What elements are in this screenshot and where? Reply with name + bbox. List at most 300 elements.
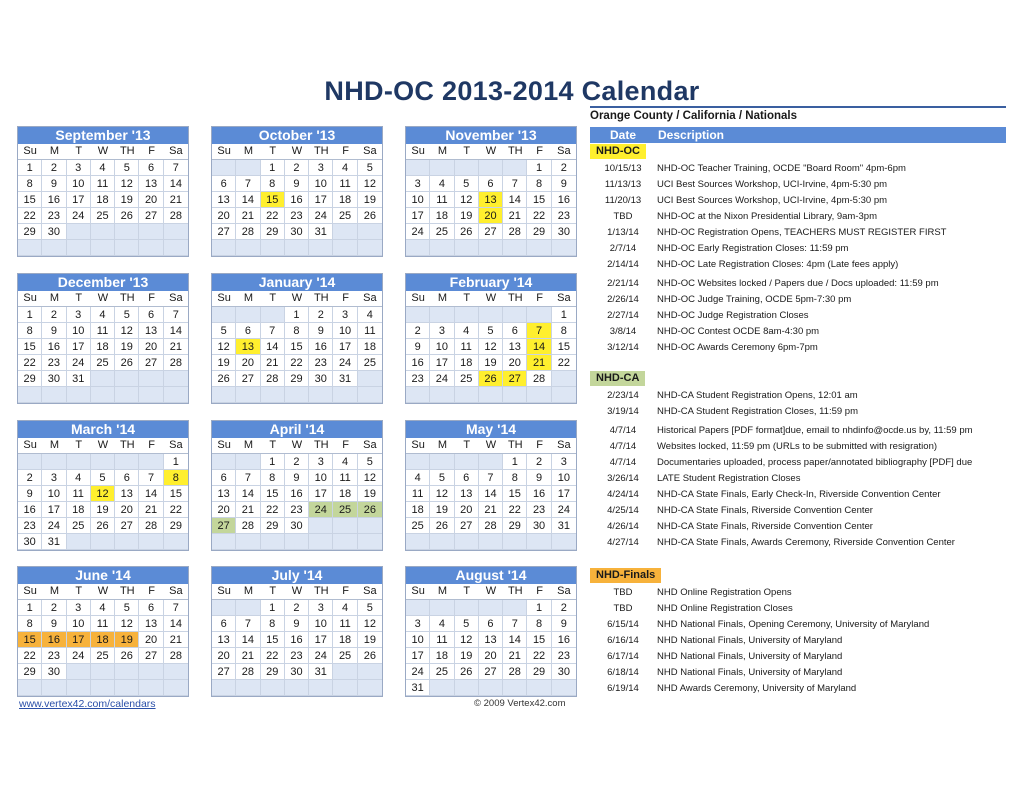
empty-day-cell	[285, 387, 309, 403]
day-cell: 28	[261, 371, 285, 387]
empty-day-cell	[358, 224, 382, 240]
day-cell: 11	[430, 192, 454, 208]
month-day-grid	[406, 291, 576, 403]
day-cell: 11	[333, 616, 357, 632]
day-cell: 30	[285, 518, 309, 534]
empty-day-cell	[67, 240, 91, 256]
day-cell: 22	[164, 502, 188, 518]
weekday-label: T	[261, 438, 285, 454]
day-cell: 10	[309, 176, 333, 192]
day-cell: 29	[285, 371, 309, 387]
day-cell: 3	[42, 470, 66, 486]
weekday-label: T	[261, 144, 285, 160]
event-date: 6/17/14	[607, 651, 639, 662]
day-cell: 3	[309, 454, 333, 470]
month-calendar	[211, 566, 383, 697]
day-cell: 1	[261, 600, 285, 616]
day-cell: 5	[212, 323, 236, 339]
day-cell: 3	[67, 160, 91, 176]
empty-day-cell	[236, 387, 260, 403]
day-cell: 12	[358, 470, 382, 486]
day-cell: 13	[503, 339, 527, 355]
day-cell: 24	[333, 355, 357, 371]
day-cell: 1	[261, 454, 285, 470]
weekday-label: Sa	[164, 584, 188, 600]
month-calendar	[211, 420, 383, 551]
empty-day-cell	[503, 534, 527, 550]
day-cell: 14	[139, 486, 163, 502]
event-description: NHD-CA State Finals, Early Check-In, Riverside Convention Center	[657, 489, 941, 500]
month-title: April '14	[212, 421, 382, 438]
day-cell: 7	[503, 176, 527, 192]
day-cell: 7	[236, 470, 260, 486]
day-cell: 15	[552, 339, 576, 355]
day-cell: 29	[527, 664, 551, 680]
event-date: 2/23/14	[607, 390, 639, 401]
empty-day-cell	[430, 600, 454, 616]
event-row	[590, 257, 1020, 272]
day-cell: 24	[67, 648, 91, 664]
empty-day-cell	[236, 160, 260, 176]
empty-day-cell	[503, 307, 527, 323]
day-cell: 23	[285, 208, 309, 224]
day-cell: 15	[261, 632, 285, 648]
empty-day-cell	[115, 680, 139, 696]
day-cell: 3	[67, 307, 91, 323]
day-cell: 4	[333, 160, 357, 176]
event-row	[590, 439, 1020, 454]
empty-day-cell	[333, 240, 357, 256]
day-cell: 5	[455, 616, 479, 632]
day-cell: 18	[358, 339, 382, 355]
empty-day-cell	[527, 534, 551, 550]
day-cell: 2	[309, 307, 333, 323]
day-cell: 3	[552, 454, 576, 470]
day-cell: 18	[91, 632, 115, 648]
day-cell: 11	[333, 470, 357, 486]
weekday-label: Su	[406, 291, 430, 307]
month-title: November '13	[406, 127, 576, 144]
day-cell: 28	[236, 518, 260, 534]
empty-day-cell	[91, 454, 115, 470]
day-cell: 8	[164, 470, 188, 486]
day-cell: 18	[430, 648, 454, 664]
day-cell: 30	[42, 224, 66, 240]
day-cell: 8	[261, 470, 285, 486]
weekday-label: Sa	[552, 438, 576, 454]
empty-day-cell	[406, 534, 430, 550]
day-cell: 24	[552, 502, 576, 518]
day-cell: 24	[42, 518, 66, 534]
weekday-label: T	[261, 291, 285, 307]
day-cell: 14	[164, 616, 188, 632]
empty-day-cell	[139, 371, 163, 387]
day-cell: 8	[18, 176, 42, 192]
day-cell: 7	[479, 470, 503, 486]
weekday-label: TH	[309, 584, 333, 600]
weekday-label: TH	[503, 144, 527, 160]
day-cell: 10	[406, 192, 430, 208]
empty-day-cell	[115, 534, 139, 550]
day-cell: 14	[236, 486, 260, 502]
day-cell: 28	[236, 224, 260, 240]
empty-day-cell	[164, 664, 188, 680]
day-cell: 29	[18, 224, 42, 240]
weekday-label: Su	[18, 438, 42, 454]
day-cell: 16	[552, 632, 576, 648]
day-cell: 22	[18, 648, 42, 664]
weekday-label: M	[236, 438, 260, 454]
day-cell: 10	[67, 616, 91, 632]
event-row	[590, 617, 1020, 632]
weekday-label: TH	[115, 291, 139, 307]
day-cell: 1	[503, 454, 527, 470]
day-cell: 26	[115, 648, 139, 664]
day-cell: 19	[430, 502, 454, 518]
weekday-label: Sa	[552, 144, 576, 160]
empty-day-cell	[212, 454, 236, 470]
weekday-label: W	[479, 144, 503, 160]
day-cell: 21	[164, 192, 188, 208]
day-cell: 13	[212, 192, 236, 208]
day-cell: 9	[285, 616, 309, 632]
event-row	[590, 241, 1020, 256]
day-cell: 7	[503, 616, 527, 632]
empty-day-cell	[164, 387, 188, 403]
event-description: LATE Student Registration Closes	[657, 473, 801, 484]
event-description: NHD Awards Ceremony, University of Maryland	[657, 683, 857, 694]
month-calendar	[405, 126, 577, 257]
month-calendar	[211, 126, 383, 257]
day-cell: 24	[309, 208, 333, 224]
day-cell: 13	[212, 632, 236, 648]
empty-day-cell	[285, 534, 309, 550]
day-cell: 16	[42, 339, 66, 355]
day-cell: 9	[527, 470, 551, 486]
day-cell: 17	[333, 339, 357, 355]
empty-day-cell	[479, 454, 503, 470]
day-cell: 26	[455, 224, 479, 240]
event-description: NHD Online Registration Opens	[657, 587, 792, 598]
event-date: 4/27/14	[607, 537, 639, 548]
empty-day-cell	[261, 307, 285, 323]
weekday-label: M	[430, 438, 454, 454]
day-cell: 29	[527, 224, 551, 240]
empty-day-cell	[503, 680, 527, 696]
day-cell: 25	[430, 664, 454, 680]
day-cell: 3	[309, 600, 333, 616]
day-cell: 11	[91, 323, 115, 339]
day-cell: 31	[333, 371, 357, 387]
day-cell: 18	[430, 208, 454, 224]
empty-day-cell	[358, 387, 382, 403]
day-cell: 12	[115, 176, 139, 192]
empty-day-cell	[552, 387, 576, 403]
empty-day-cell	[552, 534, 576, 550]
day-cell: 19	[91, 502, 115, 518]
day-cell: 26	[430, 518, 454, 534]
empty-day-cell	[479, 240, 503, 256]
weekday-label: TH	[503, 438, 527, 454]
empty-day-cell	[139, 454, 163, 470]
day-cell: 1	[164, 454, 188, 470]
day-cell: 28	[479, 518, 503, 534]
empty-day-cell	[333, 680, 357, 696]
event-date: 1/13/14	[607, 227, 639, 238]
day-cell: 4	[91, 307, 115, 323]
empty-day-cell	[261, 680, 285, 696]
empty-day-cell	[430, 160, 454, 176]
empty-day-cell	[115, 371, 139, 387]
event-date: 6/16/14	[607, 635, 639, 646]
day-cell: 19	[358, 192, 382, 208]
empty-day-cell	[455, 387, 479, 403]
month-title: July '14	[212, 567, 382, 584]
day-cell: 27	[115, 518, 139, 534]
day-cell: 7	[164, 160, 188, 176]
day-cell: 1	[527, 600, 551, 616]
day-cell: 27	[139, 208, 163, 224]
day-cell: 8	[18, 616, 42, 632]
day-cell: 18	[333, 632, 357, 648]
month-calendar	[17, 420, 189, 551]
day-cell: 28	[164, 208, 188, 224]
event-row	[590, 292, 1020, 307]
weekday-label: F	[527, 438, 551, 454]
event-row	[590, 487, 1020, 502]
weekday-label: M	[236, 584, 260, 600]
day-cell: 23	[42, 208, 66, 224]
day-cell: 15	[503, 486, 527, 502]
empty-day-cell	[430, 387, 454, 403]
weekday-label: Su	[212, 144, 236, 160]
day-cell: 24	[309, 648, 333, 664]
weekday-label: Sa	[358, 291, 382, 307]
day-cell: 31	[309, 664, 333, 680]
empty-day-cell	[18, 454, 42, 470]
event-row	[590, 404, 1020, 419]
empty-day-cell	[18, 680, 42, 696]
day-cell: 13	[139, 176, 163, 192]
empty-day-cell	[212, 600, 236, 616]
day-cell: 5	[91, 470, 115, 486]
day-cell: 23	[406, 371, 430, 387]
weekday-label: M	[236, 144, 260, 160]
day-cell: 16	[309, 339, 333, 355]
day-cell: 9	[552, 616, 576, 632]
day-cell: 25	[91, 208, 115, 224]
day-cell: 5	[115, 600, 139, 616]
event-description: NHD Online Registration Closes	[657, 603, 793, 614]
day-cell: 3	[430, 323, 454, 339]
day-cell: 30	[552, 664, 576, 680]
day-cell: 24	[406, 224, 430, 240]
weekday-label: T	[67, 584, 91, 600]
weekday-label: TH	[115, 438, 139, 454]
empty-day-cell	[236, 680, 260, 696]
day-cell: 17	[309, 486, 333, 502]
day-cell: 25	[358, 355, 382, 371]
empty-day-cell	[18, 240, 42, 256]
event-date: 2/21/14	[607, 278, 639, 289]
day-cell: 31	[67, 371, 91, 387]
day-cell: 28	[503, 224, 527, 240]
day-cell: 26	[115, 208, 139, 224]
day-cell: 20	[479, 648, 503, 664]
day-cell: 9	[309, 323, 333, 339]
event-description: NHD-CA State Finals, Awards Ceremony, Riverside Convention Center	[657, 537, 955, 548]
empty-day-cell	[527, 307, 551, 323]
day-cell: 5	[479, 323, 503, 339]
weekday-label: F	[527, 144, 551, 160]
day-cell: 13	[139, 323, 163, 339]
empty-day-cell	[18, 387, 42, 403]
month-calendar	[17, 273, 189, 404]
month-day-grid	[406, 438, 576, 550]
day-cell: 20	[139, 632, 163, 648]
empty-day-cell	[67, 387, 91, 403]
event-row	[590, 193, 1020, 208]
weekday-label: W	[285, 144, 309, 160]
weekday-label: Sa	[552, 291, 576, 307]
day-cell: 27	[212, 224, 236, 240]
weekday-label: M	[430, 291, 454, 307]
event-row	[590, 585, 1020, 600]
day-cell: 10	[430, 339, 454, 355]
day-cell: 5	[430, 470, 454, 486]
event-description: NHD-OC Teacher Training, OCDE "Board Room" 4pm-6pm	[657, 163, 906, 174]
day-cell: 20	[236, 355, 260, 371]
weekday-label: Sa	[164, 291, 188, 307]
empty-day-cell	[309, 680, 333, 696]
day-cell: 6	[503, 323, 527, 339]
month-day-grid	[212, 438, 382, 550]
day-cell: 22	[18, 208, 42, 224]
day-cell: 6	[139, 600, 163, 616]
day-cell: 8	[18, 323, 42, 339]
weekday-label: TH	[309, 291, 333, 307]
day-cell: 16	[285, 192, 309, 208]
day-cell: 29	[503, 518, 527, 534]
empty-day-cell	[455, 307, 479, 323]
empty-day-cell	[212, 387, 236, 403]
empty-day-cell	[430, 307, 454, 323]
weekday-label: TH	[503, 291, 527, 307]
event-description: NHD National Finals, University of Maryland	[657, 635, 843, 646]
day-cell: 8	[261, 176, 285, 192]
day-cell: 28	[236, 664, 260, 680]
empty-day-cell	[115, 240, 139, 256]
day-cell: 22	[18, 355, 42, 371]
vertex42-link[interactable]: www.vertex42.com/calendars	[19, 698, 156, 710]
day-cell: 7	[236, 176, 260, 192]
day-cell: 9	[285, 176, 309, 192]
day-cell: 11	[91, 176, 115, 192]
day-cell: 17	[67, 339, 91, 355]
day-cell: 25	[333, 648, 357, 664]
day-cell: 21	[503, 648, 527, 664]
day-cell: 20	[139, 339, 163, 355]
weekday-label: W	[479, 291, 503, 307]
event-description: NHD-OC Late Registration Closes: 4pm (Late fees apply)	[657, 259, 899, 270]
day-cell: 30	[18, 534, 42, 550]
event-date: 6/15/14	[607, 619, 639, 630]
event-date: 4/26/14	[607, 521, 639, 532]
event-row	[590, 308, 1020, 323]
day-cell: 15	[261, 192, 285, 208]
day-cell: 16	[552, 192, 576, 208]
day-cell: 24	[309, 502, 333, 518]
event-date: 4/7/14	[609, 457, 637, 468]
month-calendar	[405, 420, 577, 551]
empty-day-cell	[406, 600, 430, 616]
empty-day-cell	[164, 371, 188, 387]
day-cell: 8	[552, 323, 576, 339]
day-cell: 19	[455, 648, 479, 664]
weekday-label: M	[42, 584, 66, 600]
day-cell: 26	[115, 355, 139, 371]
day-cell: 19	[479, 355, 503, 371]
weekday-label: M	[430, 144, 454, 160]
weekday-label: M	[42, 438, 66, 454]
day-cell: 17	[309, 632, 333, 648]
day-cell: 2	[406, 323, 430, 339]
day-cell: 29	[164, 518, 188, 534]
event-row	[590, 681, 1020, 696]
day-cell: 28	[503, 664, 527, 680]
empty-day-cell	[236, 307, 260, 323]
day-cell: 11	[455, 339, 479, 355]
event-date: TBD	[613, 587, 633, 598]
weekday-label: W	[91, 291, 115, 307]
event-description: NHD-CA Student Registration Opens, 12:01 am	[657, 390, 858, 401]
day-cell: 17	[430, 355, 454, 371]
day-cell: 21	[236, 502, 260, 518]
day-cell: 23	[42, 355, 66, 371]
weekday-label: T	[455, 291, 479, 307]
day-cell: 25	[67, 518, 91, 534]
day-cell: 5	[358, 454, 382, 470]
empty-day-cell	[358, 664, 382, 680]
event-description: NHD-OC Registration Opens, TEACHERS MUST REGISTER FIRST	[657, 227, 947, 238]
day-cell: 17	[406, 208, 430, 224]
weekday-label: T	[455, 584, 479, 600]
day-cell: 19	[115, 632, 139, 648]
day-cell: 2	[18, 470, 42, 486]
empty-day-cell	[527, 680, 551, 696]
day-cell: 2	[285, 160, 309, 176]
day-cell: 4	[333, 600, 357, 616]
day-cell: 6	[139, 160, 163, 176]
event-description: UCI Best Sources Workshop, UCI-Irvine, 4pm-5:30 pm	[657, 195, 888, 206]
day-cell: 6	[479, 616, 503, 632]
empty-day-cell	[115, 224, 139, 240]
event-description: NHD National Finals, Opening Ceremony, University of Maryland	[657, 619, 930, 630]
day-cell: 21	[164, 339, 188, 355]
weekday-label: Su	[212, 438, 236, 454]
weekday-label: Sa	[164, 438, 188, 454]
weekday-label: F	[527, 291, 551, 307]
day-cell: 26	[358, 502, 382, 518]
event-description: NHD-OC Contest OCDE 8am-4:30 pm	[657, 326, 820, 337]
day-cell: 5	[115, 307, 139, 323]
month-day-grid	[212, 291, 382, 403]
empty-day-cell	[67, 534, 91, 550]
month-calendar	[211, 273, 383, 404]
day-cell: 25	[406, 518, 430, 534]
weekday-label: F	[527, 584, 551, 600]
weekday-label: T	[455, 144, 479, 160]
